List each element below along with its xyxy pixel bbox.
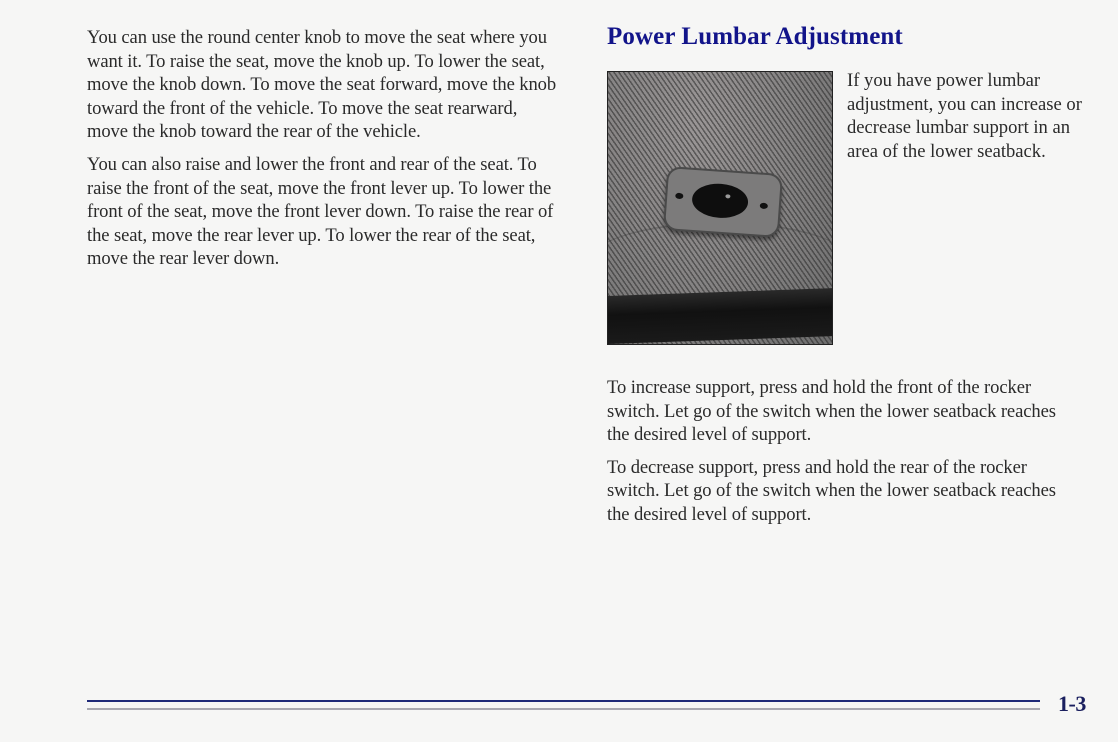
- screw-icon: [760, 203, 768, 210]
- page-footer: [0, 691, 1118, 725]
- lumbar-intro-paragraph: If you have power lumbar adjustment, you can increase or decrease lumbar support in an area of the lower seatback.: [847, 70, 1082, 162]
- section-heading: Power Lumbar Adjustment: [607, 23, 903, 50]
- seat-knob-paragraph: You can use the round center knob to move the seat where you want it. To raise the seat, move the knob up. To lower the seat, move the knob down. To move the seat forward, move the knob toward the front of the vehicle. To move the seat rearward, move the knob toward the rear of the vehicle.: [87, 27, 557, 143]
- increase-support-paragraph: To increase support, press and hold the front of the rocker switch. Let go of the switch when the lower seatback reaches the desired level of support.: [607, 377, 1056, 446]
- switch-knob-icon: [691, 182, 749, 220]
- decrease-support-paragraph: To decrease support, press and hold the rear of the rocker switch. Let go of the switch when the lower seatback reaches the desired level of support.: [607, 456, 1056, 525]
- right-column: [607, 22, 1097, 525]
- seat-lever-paragraph: You can also raise and lower the front and rear of the seat. To raise the front of the seat, move the front lever up. To lower the front of the seat, move the front lever down. To raise the rear of the seat, move the rear lever up. To lower the rear of the seat, move the rear lever down.: [87, 153, 554, 270]
- footer-rule-primary: [87, 700, 1040, 702]
- page-number: 1-3: [1058, 691, 1086, 716]
- lumbar-instructions: [607, 376, 1057, 536]
- footer-rule-secondary: [87, 708, 1040, 710]
- lumbar-switch-photo: [607, 71, 833, 345]
- screw-icon: [675, 193, 683, 200]
- seat-shadow: [608, 288, 832, 344]
- rocker-switch-icon: [663, 166, 783, 238]
- left-column: [87, 26, 562, 280]
